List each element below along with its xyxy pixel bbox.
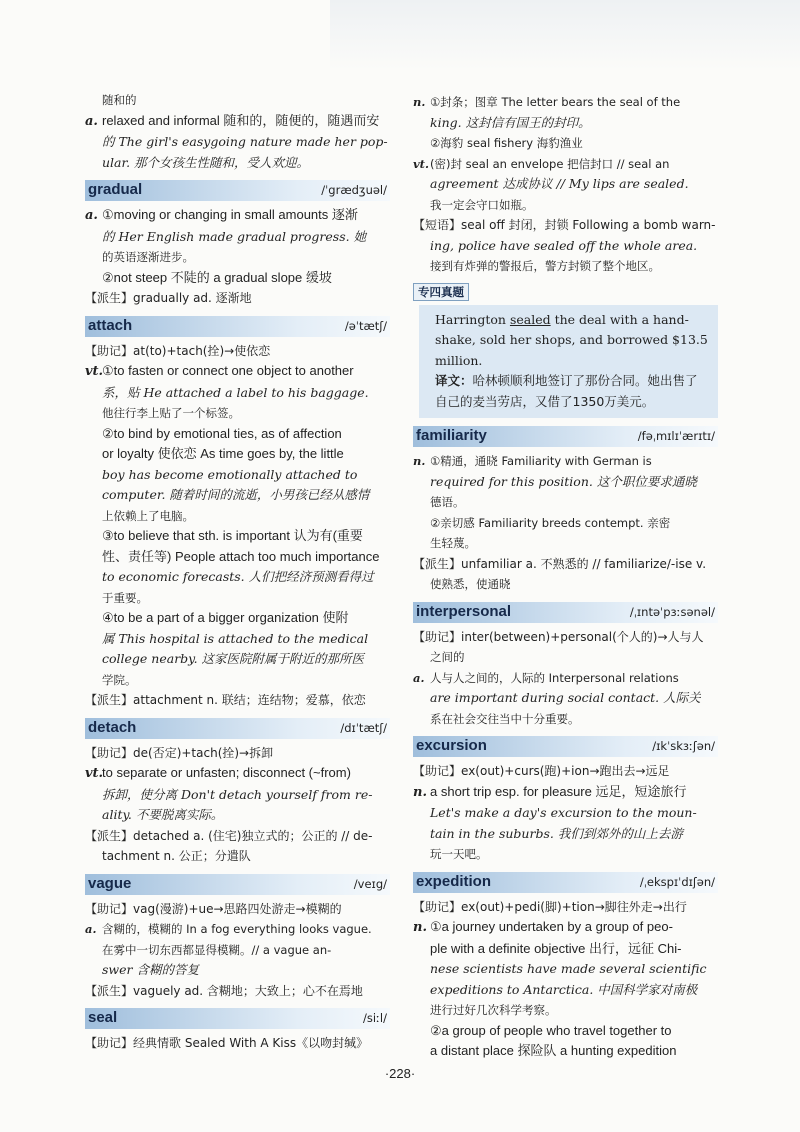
mnemonic-line: 之间的 bbox=[430, 650, 465, 664]
entry-header-detach bbox=[85, 718, 390, 739]
definition-line: computer. 随着时间的流逝，小男孩已经从感情 bbox=[102, 487, 370, 502]
definition-line: vt.①to fasten or connect one object to another bbox=[85, 363, 354, 379]
definition-line: ality. 不要脱离实际。 bbox=[102, 807, 224, 822]
headword: familiarity bbox=[416, 427, 487, 444]
derivative-line: 使熟悉，使通晓 bbox=[430, 577, 511, 591]
definition-line: tain in the suburbs. 我们到郊外的山上去游 bbox=[430, 825, 683, 841]
entry-header-interpersonal bbox=[413, 602, 718, 623]
entry-header-excursion bbox=[413, 736, 718, 757]
definition-line: ④to be a part of a bigger organization 使附 bbox=[102, 610, 349, 625]
definition-line: 属 This hospital is attached to the medical bbox=[102, 630, 369, 646]
definition-line: 性、责任等) People attach too much importance bbox=[102, 548, 380, 564]
headword: seal bbox=[88, 1009, 118, 1026]
definition-line: swer 含糊的答复 bbox=[102, 962, 199, 977]
entry-header-seal bbox=[85, 1008, 390, 1029]
definition-line: required for this position. 这个职位要求通晓 bbox=[430, 473, 697, 489]
phrase-line: 接到有炸弹的警报后，警方封锁了整个地区。 bbox=[430, 259, 660, 273]
mnemonic-line: 【助记】inter(between)+personal(个人的)→人与人 bbox=[413, 629, 704, 644]
top-shadow-band bbox=[330, 0, 800, 70]
phonetic: /ɪkˈskɜːʃən/ bbox=[652, 739, 715, 753]
definition-line: 拆卸，使分离 Don't detach yourself from re- bbox=[102, 786, 373, 802]
headword: interpersonal bbox=[416, 602, 512, 620]
definition-line: 生轻蔑。 bbox=[430, 536, 476, 550]
definition-line: expeditions to Antarctica. 中国科学家对南极 bbox=[430, 981, 698, 997]
derivative-line: 【派生】unfamiliar a. 不熟悉的 // familiarize/-ise v. bbox=[413, 556, 707, 571]
entry-header-familiarity bbox=[413, 426, 718, 447]
definition-line: ②to bind by emotional ties, as of affection bbox=[102, 425, 342, 441]
derivative-line: tachment n. 公正；分遣队 bbox=[102, 849, 251, 863]
mnemonic-line: 【助记】at(to)+tach(拴)→使依恋 bbox=[85, 343, 271, 358]
derivative-line: 【派生】gradually ad. 逐渐地 bbox=[85, 291, 252, 305]
definition-line: boy has become emotionally attached to bbox=[102, 466, 358, 482]
entry-header-expedition bbox=[413, 872, 718, 893]
phonetic: /əˈtætʃ/ bbox=[344, 318, 387, 333]
definition-line: 进行过好几次科学考察。 bbox=[430, 1003, 557, 1017]
phonetic: /veɪg/ bbox=[353, 876, 387, 891]
definition-line: ③to believe that sth. is important 认为有(重要 bbox=[102, 528, 363, 543]
definition-line: a. ①moving or changing in small amounts 逐渐 bbox=[85, 207, 358, 223]
definition-line: a. 人与人之间的，人际的 Interpersonal relations bbox=[413, 670, 679, 685]
derivative-line: 【派生】detached a. (住宅)独立式的；公正的 // de- bbox=[85, 828, 373, 843]
headword: expedition bbox=[416, 872, 492, 890]
exam-sentence-line: million. bbox=[435, 352, 483, 368]
page-number: ·228· bbox=[384, 1066, 416, 1081]
derivative-line: 【派生】vaguely ad. 含糊地；大致上；心不在焉地 bbox=[85, 983, 363, 998]
definition-line: or loyalty 使依恋 As time goes by, the little bbox=[102, 446, 344, 461]
definition-line: 系，贴 He attached a label to his baggage. bbox=[102, 384, 369, 400]
exam-translation-line: 译文：哈林顿顺利地签订了那份合同。她出售了 bbox=[435, 373, 698, 388]
phrase-line: ing, police have sealed off the whole area. bbox=[430, 237, 698, 253]
headword: excursion bbox=[416, 737, 487, 754]
definition-line: n. ①精通，通晓 Familiarity with German is bbox=[413, 454, 652, 468]
definition-line: 德语。 bbox=[430, 495, 465, 509]
definition-line: ②not steep 不陡的 a gradual slope 缓坡 bbox=[102, 269, 332, 285]
exam-sentence-line: shake, sold her shops, and borrowed $13.5 bbox=[435, 332, 708, 347]
definition-line: 于重要。 bbox=[102, 590, 148, 605]
definition-line: vt.(密)封 seal an envelope 把信封口 // seal an bbox=[413, 156, 670, 171]
definition-line: Let's make a day's excursion to the moun- bbox=[430, 805, 697, 820]
definition-line: 上依赖上了电脑。 bbox=[102, 508, 194, 523]
mnemonic-line: 【助记】de(否定)+tach(拴)→拆卸 bbox=[85, 745, 274, 760]
definition-line: nese scientists have made several scientific bbox=[430, 961, 707, 976]
underlined-word: sealed bbox=[509, 311, 551, 327]
definition-line: 系在社会交往当中十分重要。 bbox=[430, 711, 580, 726]
exam-badge: 专四真题 bbox=[413, 283, 469, 301]
definition-line: n. a short trip esp. for pleasure 远足，短途旅行 bbox=[413, 783, 687, 800]
definition-line: 玩一天吧。 bbox=[430, 847, 488, 861]
definition-line: n. ①封条；图章 The letter bears the seal of the bbox=[413, 95, 681, 109]
phrase-line: 【短语】seal off 封闭，封锁 Following a bomb warn- bbox=[413, 218, 716, 232]
headword: gradual bbox=[88, 181, 143, 198]
derivative-line: 【派生】attachment n. 联结；连结物；爱慕，依恋 bbox=[85, 693, 366, 707]
suihe-line-3: ular. 那个女孩生性随和，受人欢迎。 bbox=[102, 154, 310, 170]
entry-header-attach bbox=[85, 316, 390, 337]
definition-line: 他往行李上贴了一个标签。 bbox=[102, 406, 240, 420]
right-column bbox=[413, 92, 718, 1062]
definition-line: to economic forecasts. 人们把经济预测看得过 bbox=[102, 569, 374, 584]
definition-line: are important during social contact. 人际关 bbox=[430, 690, 701, 705]
definition-line: a. 含糊的，模糊的 In a fog everything looks vague. bbox=[85, 922, 372, 936]
definition-line: n. ①a journey undertaken by a group of peo- bbox=[413, 919, 673, 935]
exam-sentence-line: Harrington sealed the deal with a hand- bbox=[435, 311, 689, 327]
entry-header-gradual bbox=[85, 180, 390, 201]
left-column bbox=[85, 90, 390, 1054]
definition-line: college nearby. 这家医院附属于附近的那所医 bbox=[102, 651, 365, 666]
phonetic: /dɪˈtætʃ/ bbox=[340, 720, 387, 735]
definition-line: ②海豹 seal fishery 海豹渔业 bbox=[430, 136, 583, 150]
entry-header-vague bbox=[85, 874, 390, 895]
definition-line: 在雾中一切东西都显得模糊。// a vague an- bbox=[102, 942, 332, 957]
definition-line: king. 这封信有国王的封印。 bbox=[430, 114, 591, 130]
headword: vague bbox=[88, 874, 132, 892]
definition-line: 的英语逐渐进步。 bbox=[102, 250, 194, 264]
definition-line: vt.to separate or unfasten; disconnect (~from) bbox=[85, 765, 351, 781]
exam-box bbox=[419, 305, 718, 419]
mnemonic-line: 【助记】vag(漫游)+ue→思路四处游走→模糊的 bbox=[85, 901, 342, 916]
phonetic: /ˌekspɪˈdɪʃən/ bbox=[639, 874, 715, 889]
headword: attach bbox=[88, 316, 133, 334]
definition-line: ②a group of people who travel together to bbox=[430, 1022, 672, 1038]
definition-line: a distant place 探险队 a hunting expedition bbox=[430, 1043, 677, 1058]
mnemonic-line: 【助记】ex(out)+curs(跑)+ion→跑出去→远足 bbox=[413, 764, 670, 778]
suihe-line-2: 的 The girl's easygoing nature made her pop- bbox=[102, 134, 388, 149]
mnemonic-line: 【助记】经典情歌 Sealed With A Kiss《以吻封缄》 bbox=[85, 1036, 369, 1050]
exam-translation-line: 自己的麦当劳店，又借了1350万美元。 bbox=[435, 393, 655, 409]
definition-line: 我一定会守口如瓶。 bbox=[430, 197, 534, 212]
phonetic: /fəˌmɪlɪˈærɪtɪ/ bbox=[637, 429, 715, 443]
suihe-continuation: 随和的 bbox=[102, 93, 137, 107]
definition-line: 的 Her English made gradual progress. 她 bbox=[102, 228, 367, 244]
suihe-line-1: a. relaxed and informal 随和的，随便的，随遇而安 bbox=[85, 112, 380, 129]
definition-line: ②亲切感 Familiarity breeds contempt. 亲密 bbox=[430, 515, 671, 530]
phonetic: /ˌɪntəˈpɜːsənəl/ bbox=[629, 604, 715, 619]
mnemonic-line: 【助记】ex(out)+pedi(脚)+tion→脚往外走→出行 bbox=[413, 899, 687, 914]
phonetic: /siːl/ bbox=[362, 1011, 387, 1025]
headword: detach bbox=[88, 718, 137, 736]
definition-line: agreement 达成协议 // My lips are sealed. bbox=[430, 176, 689, 191]
definition-line: ple with a definite objective 出行，远征 Chi- bbox=[430, 940, 682, 956]
phonetic: /ˈgrædʒuəl/ bbox=[321, 183, 387, 197]
definition-line: 学院。 bbox=[102, 672, 137, 687]
